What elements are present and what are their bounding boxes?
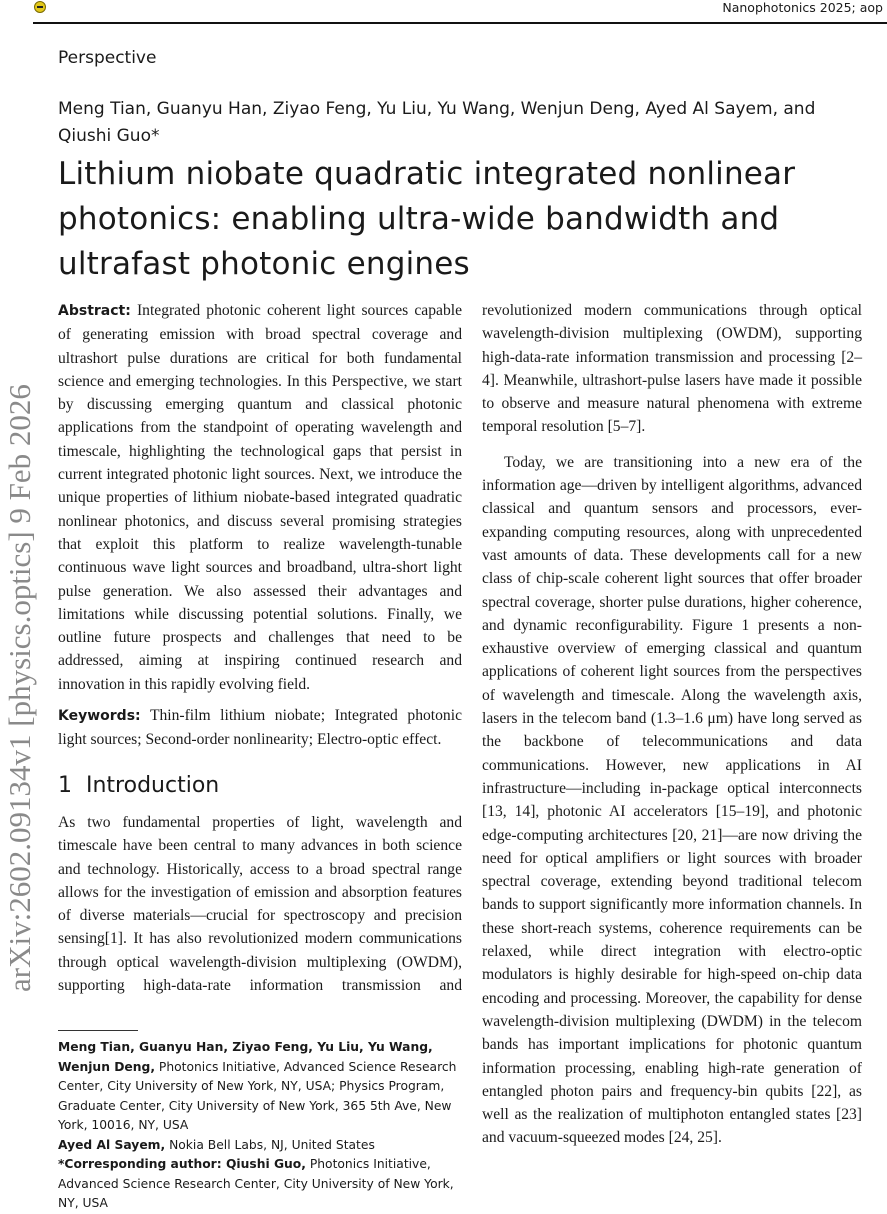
- corresponding-author-label: *Corresponding author: Qiushi Guo,: [58, 1157, 306, 1171]
- affiliation-text: Photonics Initiative, Advanced Science Research Center, City University of New York, NY, USA; Physics Program, Graduate Center, City University of New York, 365 5th Ave, New York, 10016, NY, USA: [58, 1059, 457, 1132]
- keywords-label: Keywords:: [58, 708, 141, 725]
- right-column: [482, 299, 862, 1150]
- affiliation-names: Meng Tian, Guanyu Han, Ziyao Feng, Yu Liu, Yu Wang, Wenjun Deng,: [58, 1040, 433, 1074]
- arxiv-stamp: arXiv:2602.09134v1 [physics.optics] 9 Feb 2026: [2, 384, 37, 992]
- author-list: Meng Tian, Guanyu Han, Ziyao Feng, Yu Liu, Yu Wang, Wenjun Deng, Ayed Al Sayem, and Qiushi Guo*: [58, 99, 816, 146]
- journal-name: Nanophotonics 2025; aop: [722, 0, 883, 15]
- body-paragraph-continued: revolutionized modern communications through optical wavelength-division multiplexing (OWDM), supporting high-data-rate information transmission and processing [2–4]. Meanwhile, ultrashort-pulse lasers have made it possible to observe and measure natural phenomena with extreme temporal resolution [5–7].: [482, 302, 862, 436]
- body-paragraph: Today, we are transitioning into a new era of the information age—driven by intelligent algorithms, advanced classical and quantum sensors and processors, ever-expanding computing resources, along with unprecedented vast amounts of data. These developments call for a new class of chip-scale coherent light sources that offer broader spectral coverage, shorter pulse durations, higher coherence, and dynamic reconfigurability. Figure 1 presents a non-exhaustive overview of emerging classical and quantum applications of coherent light sources from the perspectives of wavelength and timescale. Along the wavelength axis, lasers in the telecom band (1.3–1.6 μm) have long served as the backbone of telecommunications and data communications. However, new applications in AI infrastructure—including in-package optical interconnects [13, 14], photonic AI accelerators [15–19], and photonic edge-computing architectures [20, 21]—are now driving the need for optical amplifiers or light sources with broader spectral coverage, extending beyond traditional telecom bands to support significantly more information channels. In these short-reach systems, coherence requirements can be relaxed, while direct integration with electro-optic modulators is highly desirable for high-speed on-chip data encoding and processing. Moreover, the capability for dense wavelength-division multiplexing (DWDM) in the telecom bands has important implications for photonic quantum information processing, enabling high-rate generation of entangled photon pairs and frequency-bin qubits [22], as well as the realization of multiphoton entangled states [23] and vacuum-squeezed modes [24, 25].: [482, 453, 862, 1147]
- article-type: Perspective: [58, 48, 157, 68]
- paper-title: Lithium niobate quadratic integrated nonlinear photonics: enabling ultra-wide bandwidth and ultrafast photonic engines: [58, 156, 796, 282]
- running-header: [33, 0, 887, 24]
- body-paragraph: As two fundamental properties of light, wavelength and timescale have been central to many advances in both science and technology. Historically, access to a broad spectral range allows for the investigation of emission and absorption features of diverse materials—crucial for spectroscopy and precision sensing[1]. It has also revolutionized modern communications through optical wavelength-division multiplexing (OWDM), supporting high-data-rate information transmission and: [58, 813, 462, 995]
- keywords-text: Thin-film lithium niobate; Integrated photonic light sources; Second-order nonlinearity; Electro-optic effect.: [58, 707, 462, 749]
- journal-logo-icon: [34, 1, 46, 13]
- section-number: 1: [58, 772, 72, 798]
- affiliation-text: Nokia Bell Labs, NJ, United States: [169, 1137, 375, 1152]
- footnote-rule: [58, 1030, 138, 1031]
- abstract: [58, 299, 462, 696]
- abstract-text: Integrated photonic coherent light sources capable of generating emission with broad spectral coverage and ultrashort pulse durations are critical for both fundamental science and emerging technologies. In this Perspective, we start by discussing emerging quantum and classical photonic applications from the standpoint of operating wavelength and timescale, highlighting the technological gaps that persist in current integrated photonic light sources. Next, we introduce the unique properties of lithium niobate-based integrated quadratic nonlinear photonics, and discuss several promising strategies that exploit this platform to realize wavelength-tunable continuous wave light sources and broadband, ultra-short light pulse generation. We also assessed their advantages and limitations while discussing potential solutions. Finally, we outline future prospects and challenges that need to be addressed, aiming at inspiring continued research and innovation in this rapidly evolving field.: [58, 302, 462, 693]
- section-heading: [58, 774, 462, 797]
- corresponding-author-affiliation: Photonics Initiative, Advanced Science Research Center, City University of New York, NY, USA: [58, 1157, 454, 1210]
- keywords: [58, 704, 462, 752]
- left-column: [58, 299, 462, 997]
- footnote: [58, 1038, 460, 1214]
- section-title: Introduction: [86, 772, 220, 798]
- affiliation-names: Ayed Al Sayem,: [58, 1137, 166, 1152]
- abstract-label: Abstract:: [58, 303, 131, 319]
